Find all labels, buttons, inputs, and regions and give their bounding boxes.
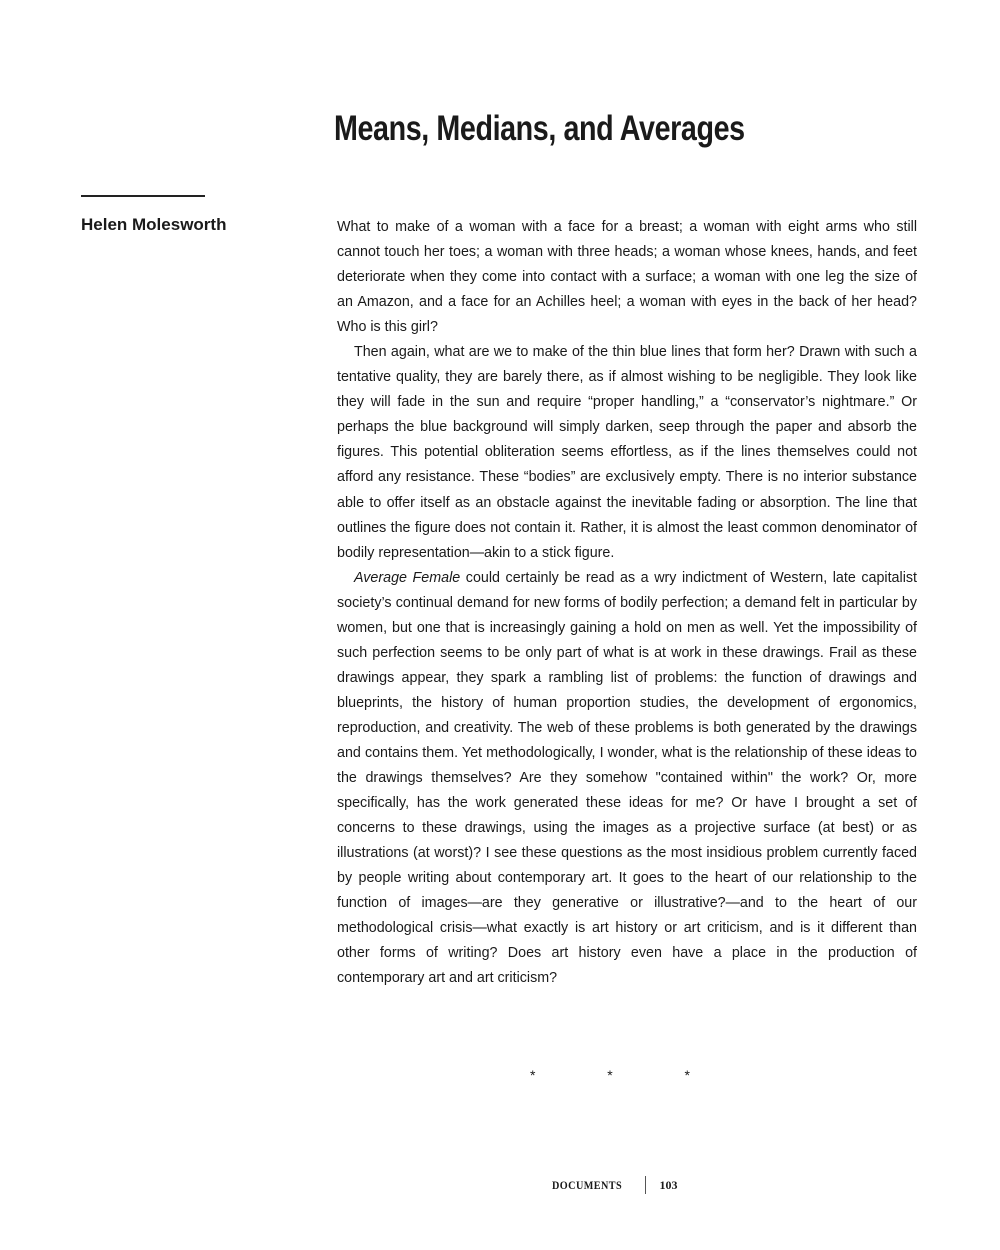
section-break-asterisk: *: [530, 1067, 536, 1083]
page-number: 103: [659, 1178, 678, 1192]
section-break-asterisk: *: [607, 1067, 613, 1083]
paragraph-3-text: could certainly be read as a wry indictment of Western, late capitalist society’s continual demand for new forms of bodily perfection; a demand felt in particular by women, but one that is increasingly gaining a hold on men as well. Yet the impossibility of such perfection seems to be only part of what is at work in these drawings. Frail as these drawings appear, they spark a rambling list of problems: the function of drawings and blueprints, the history of human proportion studies, the development of ergonomics, reproduction, and creativity. The web of these problems is both generated by the drawings and contains them. Yet methodologically, I wonder, what is the relationship of these ideas to the drawings themselves? Are they somehow "contained within" the work? Or, more specifically, has the work generated these ideas for me? Or have I brought a set of concerns to these drawings, using the images as a projective surface (at best) or as illustrations (at worst)? I see these questions as the most insidious problem currently faced by people writing about contemporary art. It goes to the heart of our relationship to the function of images—are they generative or illustrative?—and to the heart of our methodological crisis—what exactly is art history or art criticism, and is it different than other forms of writing? Does art history even have a place in the production of contemporary art and art criticism?: [337, 569, 917, 987]
section-break: [530, 1065, 690, 1085]
artwork-title-reference: Average Female: [354, 569, 461, 586]
paragraph-3: [337, 566, 917, 992]
author-divider: [81, 195, 205, 197]
article-title: Means, Medians, and Averages: [334, 109, 745, 148]
paragraph-2: Then again, what are we to make of the thin blue lines that form her? Drawn with such a tentative quality, they are barely there, as if almost wishing to be negligible. They look like they will fade in the sun and require “proper handling,” a “conservator’s nightmare.” Or perhaps the blue background will simply darken, seep through the paper and absorb the figures. This potential obliteration seems effortless, as if the lines themselves could not afford any resistance. These “bodies” are exclusively empty. There is no interior substance able to offer itself as an obstacle against the inevitable fading or absorption. The line that outlines the figure does not contain it. Rather, it is almost the least common denominator of bodily representation—akin to a stick figure.: [337, 344, 917, 561]
section-break-asterisk: *: [684, 1067, 690, 1083]
page-footer: [552, 1176, 678, 1194]
paragraph-1: What to make of a woman with a face for a breast; a woman with eight arms who still cannot touch her toes; a woman with three heads; a woman whose knees, hands, and feet deteriorate when they come into contact with a surface; a woman with one leg the size of an Amazon, and a face for an Achilles heel; a woman with eyes in the back of her head? Who is this girl?: [337, 219, 917, 336]
author-name: Helen Molesworth: [81, 215, 227, 234]
footer-section-label: DOCUMENTS: [552, 1178, 623, 1192]
article-body: [337, 215, 917, 991]
footer-separator: [645, 1176, 646, 1194]
